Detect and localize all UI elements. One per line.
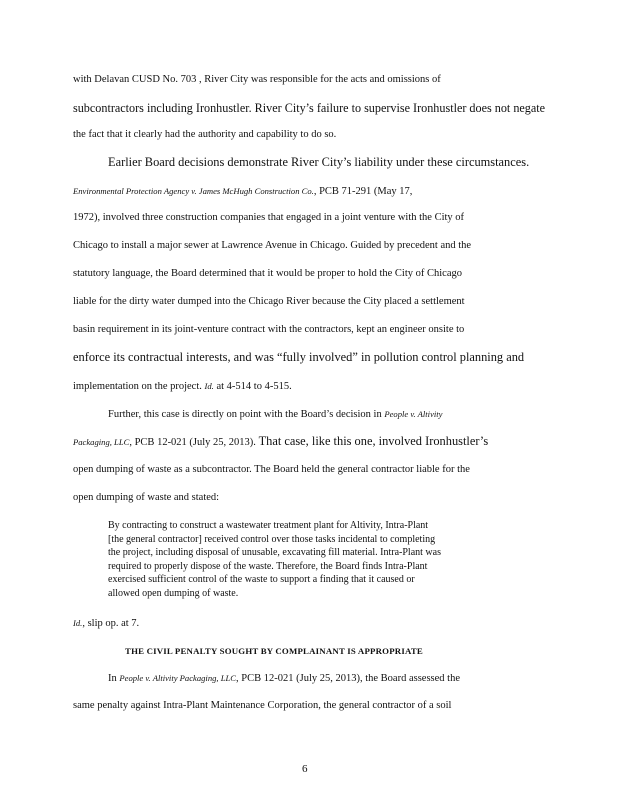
body-line: liable for the dirty water dumped into the Chicago River because the City placed a settlement	[73, 296, 465, 307]
id-citation: Id.	[204, 381, 214, 391]
body-line: 1972), involved three construction companies that engaged in a joint venture with the City of	[73, 212, 465, 223]
case-name: People v. Altivity	[384, 409, 443, 419]
paragraph-start-line: Earlier Board decisions demonstrate River City’s liability under these circumstances.	[108, 155, 530, 169]
text-segment: In	[108, 673, 117, 684]
text-segment: , PCB 12-021 (July 25, 2013), the Board assessed the	[236, 673, 460, 684]
body-line: with Delavan CUSD No. 703 , River City was responsible for the acts and omissions of	[73, 74, 441, 85]
body-line: the fact that it clearly had the authority and capability to do so.	[73, 129, 337, 140]
text-segment: That case, like this one, involved Ironhustler’s	[258, 434, 489, 448]
paragraph-start-line	[108, 407, 442, 422]
body-line: same penalty against Intra-Plant Maintenance Corporation, the general contractor of a soil	[73, 700, 452, 711]
text-segment: Further, this case is directly on point with the Board’s decision in	[108, 409, 382, 420]
case-citation: , PCB 12-021 (July 25, 2013).	[129, 437, 256, 448]
quote-line: [the general contractor] received control over those tasks incidental to completing	[108, 534, 436, 545]
text-segment: , slip op. at 7.	[82, 618, 140, 629]
body-line: Chicago to install a major sewer at Lawrence Avenue in Chicago. Guided by precedent and the	[73, 240, 472, 251]
quote-line: required to properly dispose of the waste. Therefore, the Board finds Intra-Plant	[108, 561, 428, 572]
citation-line	[73, 616, 139, 631]
page-number: 6	[302, 763, 308, 775]
id-citation: Id.	[73, 618, 83, 628]
quote-line: By contracting to construct a wastewater treatment plant for Altivity, Intra-Plant	[108, 520, 429, 531]
quote-line: allowed open dumping of waste.	[108, 588, 239, 599]
citation-line	[73, 434, 488, 450]
section-heading: THE CIVIL PENALTY SOUGHT BY COMPLAINANT IS APPROPRIATE	[125, 646, 423, 656]
body-line: open dumping of waste and stated:	[73, 492, 220, 503]
body-line	[73, 379, 292, 394]
case-name: People v. Altivity Packaging, LLC	[119, 673, 237, 683]
body-line: statutory language, the Board determined that it would be proper to hold the City of Chicago	[73, 268, 462, 279]
text-segment: at 4-514 to 4-515.	[216, 381, 292, 392]
body-line: enforce its contractual interests, and was “fully involved” in pollution control planning and	[73, 350, 525, 364]
quote-line: exercised sufficient control of the waste to support a finding that it caused or	[108, 574, 415, 585]
body-line: subcontractors including Ironhustler. River City’s failure to supervise Ironhustler does not negate	[73, 101, 546, 115]
case-citation: , PCB 71-291 (May 17,	[313, 186, 413, 197]
citation-line	[73, 184, 412, 199]
case-name: Environmental Protection Agency v. James McHugh Construction Co.	[73, 186, 314, 196]
case-name: Packaging, LLC	[73, 437, 130, 447]
paragraph-start-line	[108, 671, 460, 686]
quote-line: the project, including disposal of unusable, excavating fill material. Intra-Plant was	[108, 547, 441, 558]
text-segment: implementation on the project.	[73, 381, 202, 392]
body-line: open dumping of waste as a subcontractor. The Board held the general contractor liable for the	[73, 464, 470, 475]
body-line: basin requirement in its joint-venture contract with the contractors, kept an engineer onsite to	[73, 324, 465, 335]
